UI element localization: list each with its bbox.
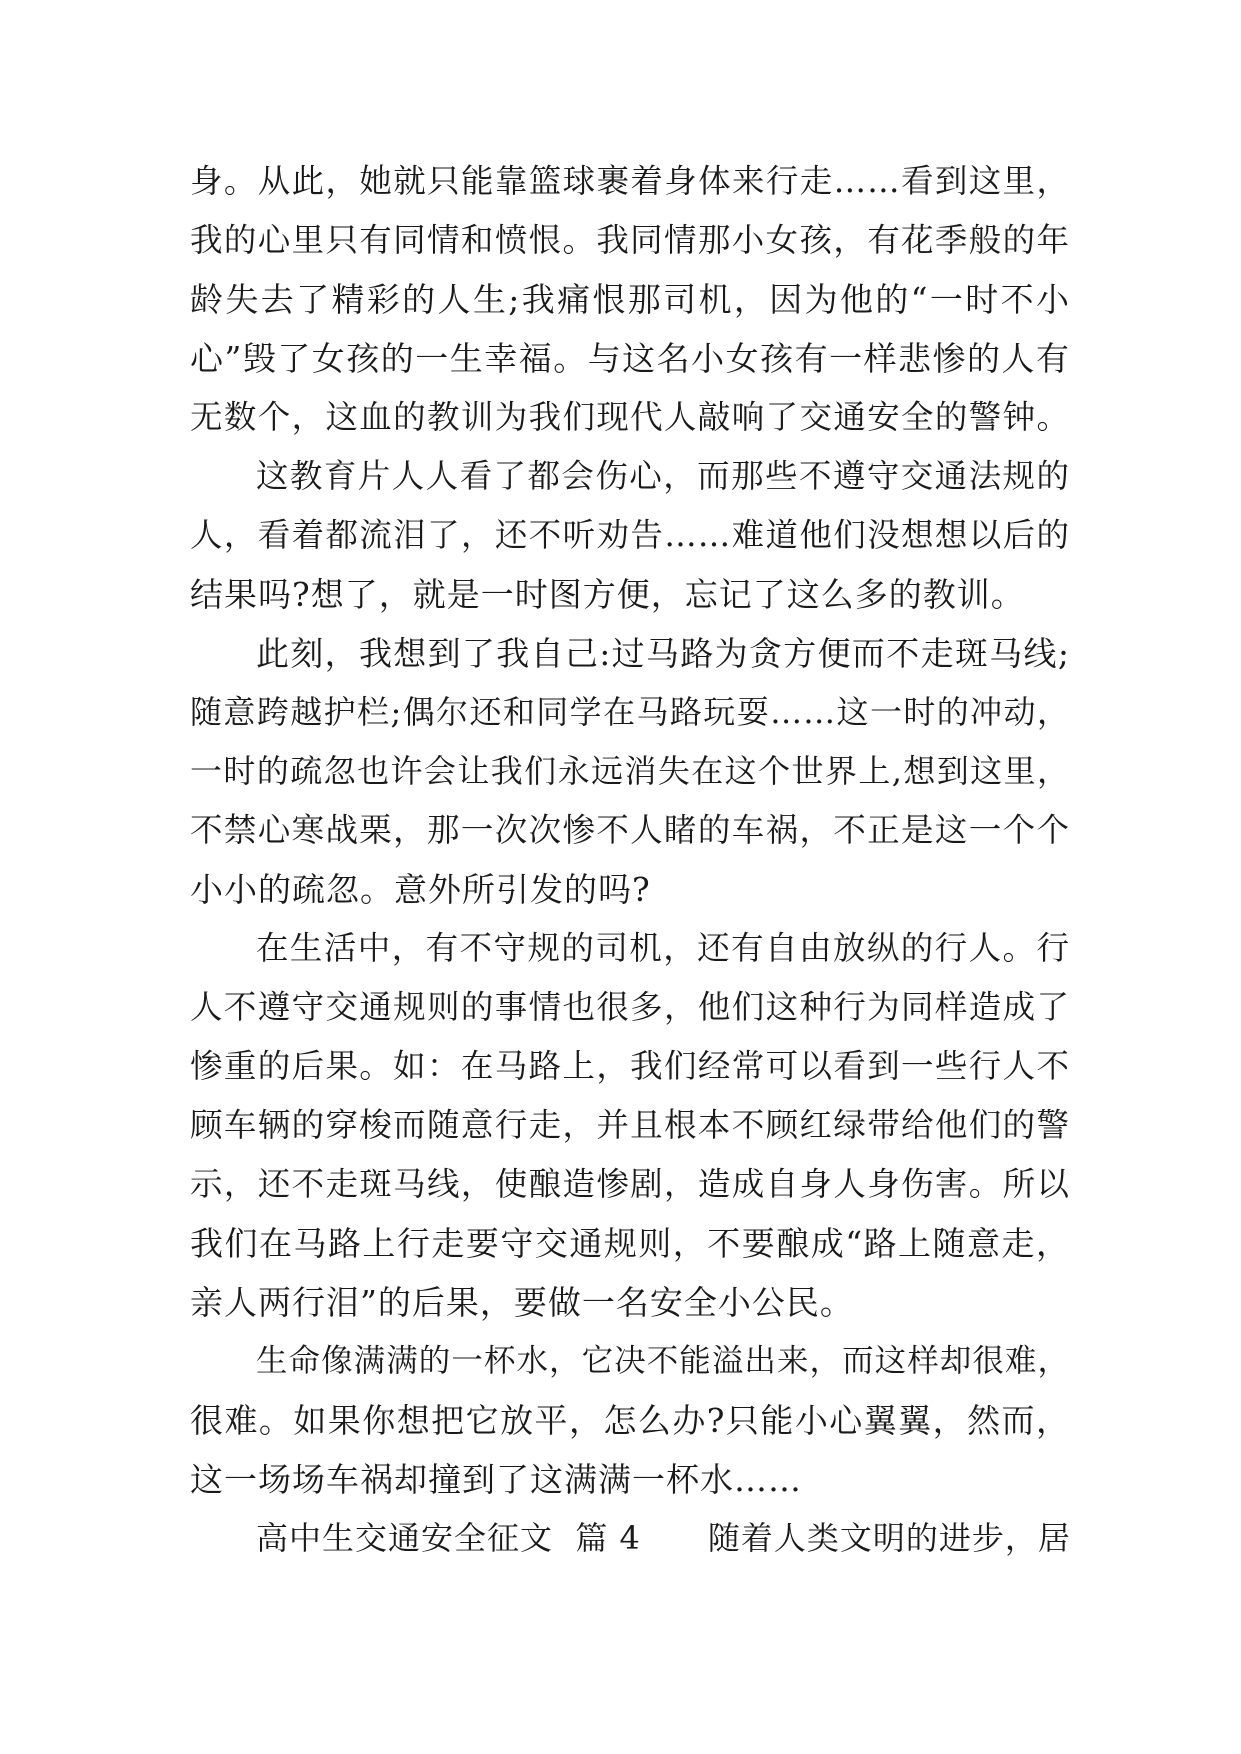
text-line: 随意跨越护栏;偶尔还和同学在马路玩耍……这一时的冲动， [190,693,1070,731]
text-line: 惨重的后果。如：在马路上，我们经常可以看到一些行人不 [190,1047,1070,1085]
text-line: 不禁心寒战栗，那一次次惨不人睹的车祸，不正是这一个个 [190,811,1070,849]
text-line: 我的心里只有同情和愤恨。我同情那小女孩，有花季般的年 [190,221,1070,259]
paragraph-first-line: 此刻，我想到了我自己:过马路为贪方便而不走斑马线; [256,634,1070,673]
text-line: 人不遵守交通规则的事情也很多，他们这种行为同样造成了 [190,988,1070,1026]
text-line: 心”毁了女孩的一生幸福。与这名小女孩有一样悲惨的人有 [190,339,1070,378]
paragraph-last-line: 亲人两行泪”的后果，要做一名安全小公民。 [190,1283,854,1322]
text-line: 身。从此，她就只能靠篮球裹着身体来行走……看到这里， [190,162,1070,200]
text-line: 示，还不走斑马线，使酿造惨剧，造成自身人身伤害。所以 [190,1165,1070,1203]
text-line: 无数个，这血的教训为我们现代人敲响了交通安全的警钟。 [190,398,1070,436]
text-line: 很难。如果你想把它放平，怎么办?只能小心翼翼，然而， [190,1401,1070,1440]
paragraph-last-line: 小小的疏忽。意外所引发的吗? [190,870,651,909]
paragraph-last-line: 这一场场车祸却撞到了这满满一杯水…… [190,1460,802,1499]
text-line: 一时的疏忽也许会让我们永远消失在这个世界上,想到这里， [190,752,1070,790]
paragraph-first-line: 生命像满满的一杯水，它决不能溢出来，而这样却很难， [256,1343,1070,1379]
text-line: 人，看着都流泪了，还不听劝告……难道他们没想想以后的 [190,516,1070,554]
paragraph-first-line: 这教育片人人看了都会伤心，而那些不遵守交通法规的 [256,457,1070,495]
text-line: 顾车辆的穿梭而随意行走，并且根本不顾红绿带给他们的警 [190,1106,1070,1144]
text-line: 我们在马路上行走要守交通规则，不要酿成“路上随意走， [190,1224,1070,1263]
section-heading-line: 高中生交通安全征文 篇 4 随着人类文明的进步，居 [256,1519,1071,1557]
paragraph-first-line: 在生活中，有不守规的司机，还有自由放纵的行人。行 [256,929,1070,967]
article-body [190,152,1070,1568]
text-line: 龄失去了精彩的人生;我痛恨那司机，因为他的“一时不小 [190,280,1070,319]
paragraph-last-line: 结果吗?想了，就是一时图方便，忘记了这么多的教训。 [190,575,1025,614]
